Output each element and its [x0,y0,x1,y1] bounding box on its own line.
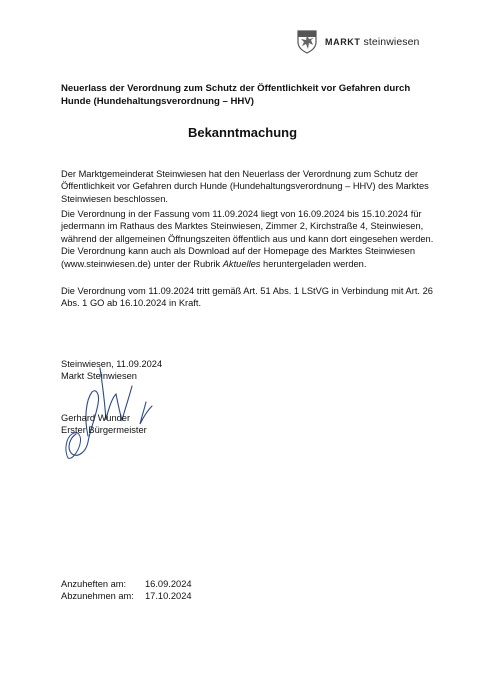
logo-prefix: MARKT [325,37,361,47]
attach-label: Anzuheften am: [61,579,127,589]
remove-row [61,590,192,602]
attach-date: 16.09.2024 [145,579,192,589]
place-date: Steinwiesen, 11.09.2024 [61,359,163,369]
logo-wordmark [325,36,420,48]
paragraph-inspection [61,208,436,270]
regulation-title: Neuerlass der Verordnung zum Schutz der Öffentlichkeit vor Gefahren durch Hunde (Hundehaltungsverordnung – HHV) [61,83,411,107]
signer-name: Gerhard Wunder [61,413,131,423]
posting-dates [61,578,192,603]
issuing-authority: Markt Steinwiesen [61,371,137,382]
paragraph-decision: Der Marktgemeinderat Steinwiesen hat den Neuerlass der Verordnung zum Schutz der Öffentlichkeit vor Gefahren durch Hunde (Hundehaltungsverordnung – HHV) des Marktes Steinwiesen beschlossen. [61,169,429,204]
logo-name: steinwiesen [363,36,420,48]
paragraph-effective-date: Die Verordnung vom 11.09.2024 tritt gemäß Art. 51 Abs. 1 LStVG in Verbindung mit Art. 26 Abs. 1 GO ab 16.10.2024 in Kraft. [61,286,433,309]
announcement-heading: Bekanntmachung [187,125,298,140]
attach-row [61,578,192,590]
municipality-logo [297,30,420,54]
remove-date: 17.10.2024 [145,591,192,602]
paragraph-inspection-end: heruntergeladen werden. [260,258,367,269]
remove-label: Abzunehmen am: [61,591,134,602]
signer-role: Erster Bürgermeister [61,425,147,436]
signer-block [61,412,147,437]
paragraph-inspection-main: Die Verordnung in der Fassung vom 11.09.2024 liegt von 16.09.2024 bis 15.10.2024 für jedermann im Rathaus des Marktes Steinwiesen, Zimmer 2, Kirchstraße 4, Steinwiesen, während der allgemeinen Öffnungszeiten öffentlich aus und kann dort eingesehen werden. Die Verordnung kann auch als Download auf der Homepage des Marktes Steinwiesen (www.steinwiesen.de) unter der Rubrik [61,209,434,269]
coat-of-arms-icon [297,30,317,54]
rubric-name: Aktuelles [222,258,261,269]
